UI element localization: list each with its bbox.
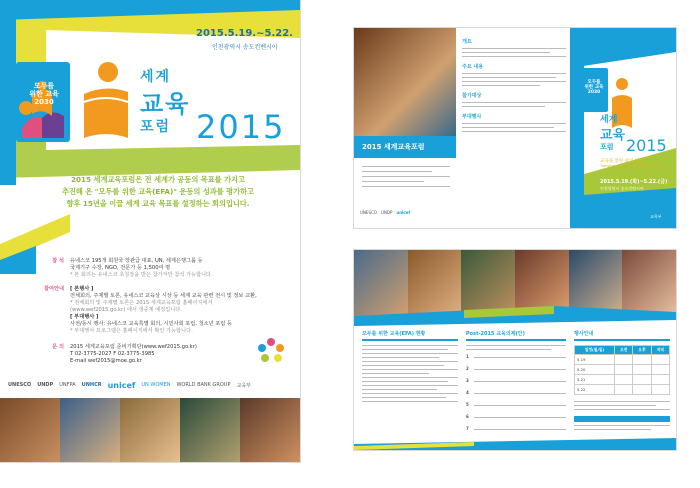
goal-item	[466, 390, 566, 396]
inside-col-events	[574, 330, 670, 433]
info-participation-line: [ 본행사 ]	[70, 286, 94, 292]
brochure-venue: 인천광역시 송도컨벤시아	[600, 186, 644, 191]
brochure-tagline-en: Transforming lives through education	[600, 164, 666, 168]
info-participation-line: (www.wef2015.go.kr) 에서 생중계 예정입니다.	[70, 307, 182, 313]
goal-item	[466, 366, 566, 372]
brochure-middle-panel	[462, 38, 566, 224]
poster-date: 2015.5.19.~5.22.	[196, 28, 293, 39]
goal-number: 7	[466, 426, 469, 431]
logo-unicef: unicef	[107, 380, 136, 390]
section-head-side-events: 부대행사	[462, 114, 482, 120]
brochure-logo-unicef: unicef	[396, 210, 411, 215]
brochure-tagline: 교육을 통한 삶의 변화	[600, 159, 644, 164]
brochure-cover-photo	[354, 28, 456, 136]
goal-number: 2	[466, 366, 469, 371]
ministry-flower-logo	[256, 336, 286, 366]
info-attendees-line: 국제기구 수장, NGO, 전문가 등 1,500여 명	[70, 265, 171, 271]
brochure-left-text	[362, 166, 450, 191]
goal-item	[466, 402, 566, 408]
logo-un-women: UN WOMEN	[141, 382, 171, 388]
section-head-main: 주요 내용	[462, 64, 484, 70]
info-attendees	[52, 258, 290, 279]
logo-unfpa: UNFPA	[59, 382, 76, 388]
inside-col-efa	[362, 330, 458, 405]
goal-number: 6	[466, 414, 469, 419]
logo-undp: UNDP	[37, 382, 54, 388]
logo-unhcr: UNHCR	[81, 382, 102, 388]
info-participation-line: [ 부대행사 ]	[70, 314, 99, 320]
poster-venue: 인천광역시 송도컨벤시아	[212, 44, 278, 51]
sponsor-logos	[0, 374, 300, 396]
schedule-table	[574, 345, 670, 395]
info-contact-line: T 02-3775-2027 F 02-3775-3985	[70, 351, 155, 357]
photo-strip	[0, 398, 300, 462]
col-efa-title: 모두를 위한 교육(EFA) 현황	[362, 331, 426, 337]
goal-number: 4	[466, 390, 469, 395]
brochure-title-forum: 포럼	[600, 143, 614, 151]
inside-bottom-band	[354, 436, 676, 450]
poster-title-world: 세계	[140, 69, 172, 85]
section-head-attendees: 참가대상	[462, 93, 482, 99]
col-events-title: 행사안내	[574, 331, 594, 337]
photo-3	[120, 398, 180, 462]
brochure-badge-line-1: 모두를	[587, 80, 601, 85]
badge-line-3: 2030	[34, 98, 54, 106]
figure-graphic	[76, 58, 132, 144]
photo-5	[240, 398, 300, 462]
goal-number: 5	[466, 402, 469, 407]
schedule-row-date: 5.22	[575, 385, 615, 395]
info-contact-key: 문 의	[52, 344, 64, 350]
brochure-logo-undp: UNDP	[380, 210, 393, 215]
badge-text	[18, 82, 70, 106]
schedule-col-pm: 오후	[633, 346, 651, 355]
section-head-overview: 개요	[462, 39, 472, 45]
poster-title-edu: 교육	[140, 90, 191, 118]
logo-ministry: 교육부	[236, 382, 251, 389]
goal-item	[466, 354, 566, 360]
brochure-left-panel	[354, 28, 456, 228]
goal-number: 3	[466, 378, 469, 383]
poster-title-year: 2015	[196, 108, 286, 146]
brochure-date: 2015.5.19.(화)~5.22.(금)	[600, 179, 668, 185]
goal-item	[466, 378, 566, 384]
col-post2015-title: Post-2015 교육의제(안)	[466, 331, 525, 337]
badge-line-1: 모두를	[33, 82, 55, 90]
info-participation	[43, 286, 290, 335]
info-participation-line: 사전/동시 행사: 유네스코 교육특별 회의, 시민사회 포럼, 청소년 포럼 등	[70, 321, 232, 327]
poster-description	[38, 174, 278, 210]
inside-col-post2015	[466, 330, 566, 438]
post2015-goal-list	[466, 354, 566, 432]
brochure-badge-line-3: 2030	[587, 90, 601, 95]
brochure-title-edu: 교육	[600, 128, 626, 143]
info-contact-line: E-mail wef2015@moe.go.kr	[70, 358, 142, 364]
description-line-3: 향후 15년을 이끌 세계 교육 목표를 설정하는 회의입니다.	[66, 199, 250, 208]
goal-item	[466, 414, 566, 420]
photo-4	[180, 398, 240, 462]
brochure-forum-header: 2015 세계교육포럼	[362, 143, 425, 151]
brochure-title-year: 2015	[626, 136, 667, 155]
info-participation-key: 참여안내	[43, 286, 64, 292]
goal-item	[466, 426, 566, 432]
brochure-badge-line-2: 위한 교육	[584, 85, 604, 90]
brochure-logos	[360, 210, 410, 215]
photo-2	[60, 398, 120, 462]
schedule-col-evening: 저녁	[651, 346, 669, 355]
info-contact-line: 2015 세계교육포럼 준비기획단(www.wef2015.go.kr)	[70, 344, 197, 350]
brochure-outside	[354, 28, 676, 228]
brochure-ministry: 교육부	[650, 214, 662, 219]
description-line-1: 2015 세계교육포럼은 전 세계가 공동의 목표를 가지고	[71, 175, 245, 184]
brochure-right-panel	[570, 28, 676, 228]
logo-world-bank: WORLD BANK GROUP	[176, 382, 231, 388]
info-participation-line: 전체회의, 주제별 토론, 유네스코 교육상 시상 등 세계 교육 관련 전시 및 정보 교환,	[70, 293, 257, 299]
schedule-row-date: 5.21	[575, 375, 615, 385]
info-participation-line: * 부대행사 프로그램은 홈페이지에서 확인 가능합니다.	[70, 328, 193, 334]
info-attendees-line: 유네스코 195개 회원국 장관급 대표, UN, 세계은행그룹 등	[70, 258, 203, 264]
brochure-inside	[354, 250, 676, 450]
info-attendees-key: 참 석	[52, 258, 64, 264]
inside-color-band	[354, 306, 676, 326]
schedule-col-am: 오전	[614, 346, 632, 355]
poster	[0, 0, 300, 462]
info-participation-line: * 전체회의 및 주제별 토론은 2015 세계교육포럼 홈페이지에서	[70, 300, 213, 306]
description-line-2: 추진해 온 "모두를 위한 교육(EFA)" 운동의 성과를 평가하고	[62, 187, 254, 196]
brochure-title-world: 세계	[600, 115, 618, 125]
badge-line-2: 위한 교육	[29, 90, 59, 98]
photo-1	[0, 398, 60, 462]
logo-unesco: UNESCO	[8, 382, 32, 388]
brochure-logo-unesco: UNESCO	[360, 210, 377, 215]
schedule-col-date: 일정(월/일)	[575, 346, 615, 355]
schedule-row-date: 5.20	[575, 365, 615, 375]
goal-number: 1	[466, 354, 469, 359]
brochure-badge-text	[580, 80, 608, 95]
schedule-row-date: 5.19	[575, 355, 615, 365]
poster-title-forum: 포럼	[140, 119, 172, 135]
info-attendees-line: * 본 회의는 유네스코 초청장을 받은 참가자만 참석 가능합니다.	[70, 272, 213, 278]
